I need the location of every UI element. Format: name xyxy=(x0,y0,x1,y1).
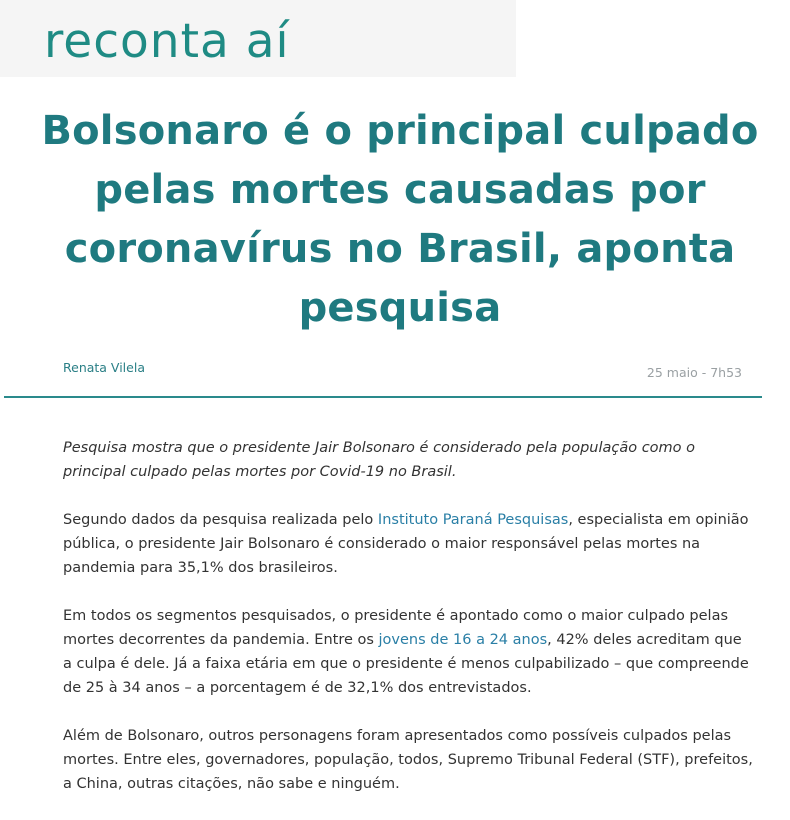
paragraph-2-text-a: Em todos os segmentos pesquisados, o presidente é apontado como o maior culpado pelas mortes decorrentes da pandemia. Entre os xyxy=(63,608,729,648)
paragraph-1-text-b: , especialista em opinião pública, o presidente Jair Bolsonaro é considerado o maior responsável pelas mortes na pandemia para 35,1% dos brasileiros. xyxy=(63,512,749,576)
paragraph-3: Além de Bolsonaro, outros personagens foram apresentados como possíveis culpados pelas mortes. Entre eles, governadores, população, todos, Supremo Tribunal Federal (STF), prefeitos, a China, outras citações, não sabe e ninguém. xyxy=(63,728,753,792)
site-logo[interactable]: reconta aí xyxy=(44,14,290,69)
header-divider xyxy=(4,396,762,398)
author-link[interactable]: Renata Vilela xyxy=(63,360,145,375)
article-lede: Pesquisa mostra que o presidente Jair Bolsonaro é considerado pela população como o principal culpado pelas mortes por Covid-19 no Brasil. xyxy=(63,440,696,480)
article-title: Bolsonaro é o principal culpado pelas mortes causadas por coronavírus no Brasil, aponta pesquisa xyxy=(41,108,759,331)
site-header xyxy=(0,0,516,77)
instituto-parana-link[interactable]: Instituto Paraná Pesquisas xyxy=(377,512,569,528)
article-body xyxy=(63,436,753,820)
paragraph-2-text-b: , 42% deles acreditam que a culpa é dele. Já a faixa etária em que o presidente é menos culpabilizado – que compreende de 25 à 34 anos – a porcentagem é de 32,1% dos entrevistados. xyxy=(63,632,749,696)
paragraph-2 xyxy=(63,604,753,700)
jovens-link[interactable]: jovens de 16 a 24 anos xyxy=(378,632,548,648)
paragraph-1-text-a: Segundo dados da pesquisa realizada pelo xyxy=(63,512,378,528)
paragraph-1 xyxy=(63,508,753,580)
publish-date: 25 maio - 7h53 xyxy=(646,365,742,380)
